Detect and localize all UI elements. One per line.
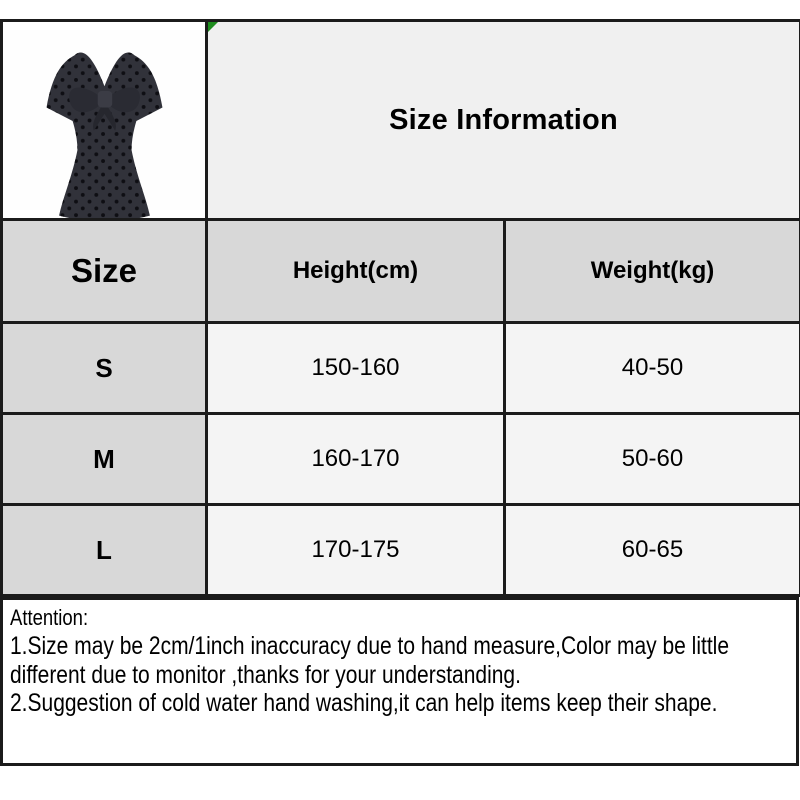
attention-box	[0, 597, 799, 766]
weight-value-s: 40-50	[505, 323, 800, 414]
product-image-cell	[2, 21, 207, 220]
column-header-weight: Weight(kg)	[505, 220, 800, 323]
size-label-l: L	[2, 505, 207, 596]
height-value-l: 170-175	[207, 505, 505, 596]
table-row-l	[2, 505, 800, 596]
attention-line-2: different due to monitor ,thanks for your understanding.	[10, 660, 521, 689]
height-value-m: 160-170	[207, 414, 505, 505]
dress-dots-overlay	[46, 53, 162, 218]
page-title: Size Information	[389, 103, 618, 136]
column-header-height: Height(cm)	[207, 220, 505, 323]
table-header-row	[2, 220, 800, 323]
dress-product-image	[5, 22, 204, 218]
height-value-s: 150-160	[207, 323, 505, 414]
size-label-s: S	[2, 323, 207, 414]
cell-comment-marker-icon	[208, 22, 218, 32]
size-label-m: M	[2, 414, 207, 505]
table-row-m	[2, 414, 800, 505]
weight-value-l: 60-65	[505, 505, 800, 596]
attention-line-1: 1.Size may be 2cm/1inch inaccuracy due to hand measure,Color may be little	[10, 632, 730, 660]
column-header-size: Size	[2, 220, 207, 323]
title-cell	[207, 21, 800, 220]
size-table	[0, 19, 800, 597]
top-row	[2, 21, 800, 220]
attention-heading: Attention:	[10, 605, 89, 630]
attention-line-3: 2.Suggestion of cold water hand washing,it can help items keep their shape.	[10, 689, 718, 717]
weight-value-m: 50-60	[505, 414, 800, 505]
table-row-s	[2, 323, 800, 414]
